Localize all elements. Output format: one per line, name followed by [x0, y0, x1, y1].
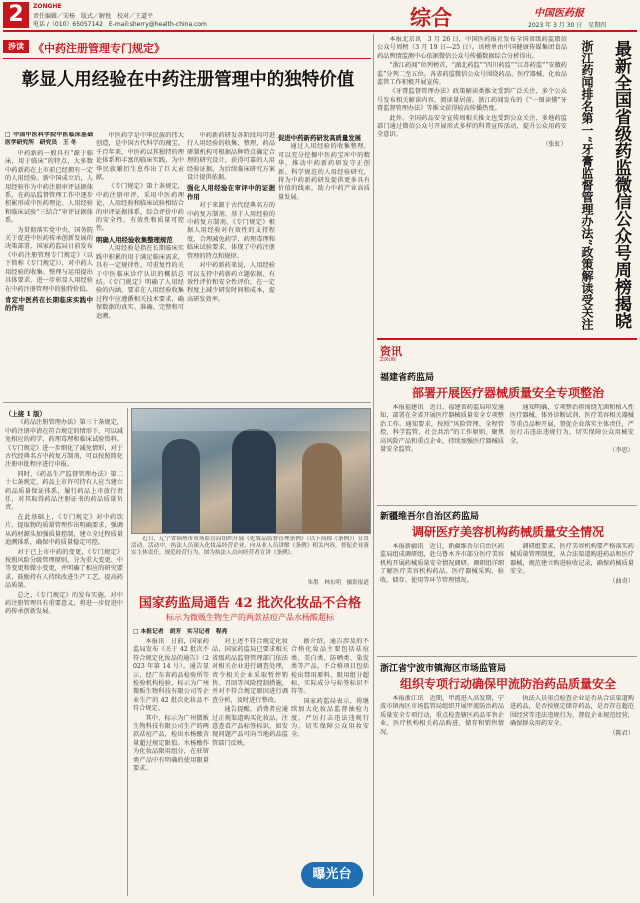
- bottom-para: 据介绍，通告涉及的不合格化妆品主要包括祛痘类、美白类、防晒类、染发类等产品，不合格项目包括检出禁用原料、限用组分超标、实际成分与标签标识不符等。: [291, 638, 369, 696]
- news-item-para: 通知明确，专项整治将围绕无菌和植入性医疗器械、体外诊断试剂、医疗美容相关器械等重点品种开展，督促企业落实主体责任，严厉打击违法违规行为，切实保障公众用械安全。: [510, 404, 634, 445]
- lead-col2-para: 人用经验是指在长期临床实践中积累的用于满足临床需求，具有一定规律性、可重复性的关于中医临床诊疗认识的概括总结。《专门规定》明确了人用经验的内涵，要求在人用经验收集过程中应遵循相关技术要求，确保数据的真实、准确、完整和可追溯。: [96, 245, 184, 320]
- exposure-stamp: 曝光台: [301, 862, 363, 888]
- ranking-para: “浙江药闻”位列榜首，“湖北药监”“四川药监”“江苏药监”“安徽药监”分列二至五位。各省药监微信公众号围绕药品、医疗器械、化妆品监管工作积极开展宣传。: [377, 62, 567, 87]
- brief-para: 对于已上市中药的变更，《专门规定》按照风险分级管理原则，分为重大变更、中等变更和微小变更，并明确了相应的研究要求，鼓励持有人持续改进生产工艺，提高药品质量。: [5, 548, 123, 590]
- news-section-label: 资讯: [380, 345, 402, 358]
- bottom-para: 国家药监局表示，将继续加大化妆品监督抽检力度，严厉打击违法违规行为，切实保障公众用妆安全。: [291, 697, 369, 739]
- ranking-para: 《牙膏监督管理办法》政策解读类推文受到广泛关注，多个公众号发布相关解读内容，阅读量居前。浙江药闻发布的《“一图读懂”牙膏监督管理办法》等推文获得较高传播热度。: [377, 88, 567, 113]
- news-divider: [377, 505, 637, 506]
- section-title: 综合: [410, 5, 452, 30]
- bottom-byline: □ 本报记者 胡芳 实习记者 程亮: [133, 629, 228, 635]
- bottom-para: 本报讯 日前，国家药监局发布《关于 42 批次不符合规定化妆品的通告》（2023 年第 14 号）。通告显示，经广东省药品检验所等检验机构检验，标示为广州微贩生物科技有限公司等企业生产的 42 批次化妆品不符合规定。: [133, 638, 209, 713]
- photo-figure-left: [162, 439, 200, 533]
- ranking-para: 本报北京讯 3 月 26 日，中国医药报社发布全国省级药监微信公众号周榜（3 月 19 日—25 日）。该榜单由中国健康传媒集团食品药品舆情监测中心依据微信公众号传播数据综合分析得出。: [377, 36, 567, 60]
- news-item-body: [380, 404, 634, 502]
- paper-name: 中国医药报: [534, 8, 584, 19]
- page-number: 2: [3, 2, 29, 28]
- news-item-headline: 部署开展医疗器械质量安全专项整治: [411, 386, 604, 400]
- lead-col3-para: 对中药新药来说，人用经验可以支持中药新药立题依据、有效性评价和安全性评价，在一定程度上减少研发时间和成本，提高研发效率。: [187, 262, 275, 303]
- bottom-para: 通告提醒，消费者应通过正规渠道购买化妆品，注意查看产品标签标识，如发现问题产品可向当地药品监管部门反映。: [212, 706, 288, 747]
- lead-col1-para: 为贯彻落实党中央、国务院关于促进中医药传承创新发展的决策部署，国家药监局日前发布《中药注册管理专门规定》（以下简称《专门规定》），对中药人用经验的收集、整理与运用提出具体要求，进一步彰显人用经验在中药注册管理中的独特价值。: [5, 226, 93, 293]
- bottom-para: 其中，标示为广州微贩生物科技有限公司生产的两款祛痘产品，检出水杨酸含量超过规定限值。水杨酸作为化妆品限用组分，在驻留类产品中有明确的使用限量要求。: [133, 714, 209, 773]
- brief-para: 在此基础上，《专门规定》对中药饮片、提取物的质量管理作出明确要求，强调从药材源头加强质量控制，建立全过程质量追溯体系，确保中药质量稳定可控。: [5, 513, 123, 547]
- brief-box: [5, 408, 123, 896]
- photo-shelf: [132, 409, 370, 431]
- bottom-col3: [291, 638, 369, 856]
- news-item-byline: （陈君）: [609, 729, 634, 737]
- lead-col1-para: 中药新药一般具有“源于临床，用于临床”的特点，大多数中药新药在上市前已经拥有一定的人用经验。新中国成立后，人用经验作为中药注册审评证据体系，在药品监督管理工作中逐步积累形成中医药理论、人用经验和临床试验“三结合”审评证据体系。: [5, 150, 93, 225]
- lead-col1-subhead: 肯定中医药在长期临床实践中的作用: [5, 295, 93, 313]
- brief-para: 《药品注册管理办法》第三十条规定，中药注册申请在符合规定的情形下，可以减免相应的药学、药理毒理和临床试验资料。《专门规定》进一步细化了减免情形，对于古代经典名方中药复方制剂，可以按照简化注册审批程序进行申报。: [5, 419, 123, 469]
- brief-lead: （上接 1 版）: [5, 410, 46, 418]
- brief-divider: [127, 408, 128, 896]
- lead-col1b: [96, 132, 184, 398]
- series-tag: 涉读: [3, 40, 29, 53]
- news-item-headline: 组织专项行动确保甲流防治药品质量安全: [399, 677, 616, 691]
- lead-byline: □ 中国中医科学院中医临床基础医学研究所 研究员 王 冬: [5, 132, 93, 146]
- page-latin: ZONGHE: [33, 3, 62, 10]
- news-item-para: 本报福建讯 近日，福建省药监局印发通知，部署在全省开展医疗器械质量安全专项整治工作。通知要求，按照“风险管理、全程管控、科学监管、社会共治”的工作原则，聚焦高风险产品和重点企业，持续加强医疗器械质量安全监管。: [380, 404, 504, 454]
- series-rule: [3, 58, 371, 59]
- news-divider: [377, 656, 637, 657]
- photo-credit: 朱墨 林东明 摄影报道: [307, 580, 369, 586]
- bottom-para: 对上述不符合规定化妆品，国家药监局已要求相关省级药品监督管理部门依法对相关企业进行调查处理，责令相关企业采取暂停销售、召回等风险控制措施，并对不符合规定原因进行调查分析，及时进行整改。: [212, 638, 288, 704]
- lead-col3: [278, 132, 370, 398]
- photo-figure-right: [302, 443, 342, 533]
- news-item-para: 调研组要求，医疗美容机构要严格落实药械质量管理制度，从合法渠道购进药品和医疗器械，规范建立购进验收记录，确保药械质量安全。: [510, 543, 634, 576]
- news-item-body: [380, 543, 634, 653]
- news-photo: [131, 408, 371, 534]
- lead-col3b-para: 通过人用经验的收集整理，可以充分挖掘中医药宝库中的精华，推动中药新药研发守正创新。科学规范的人用经验研究，将为中药新药研发提供更多具有价值的线索，助力中药产业高质量发展。: [278, 143, 370, 201]
- header-rule: [3, 30, 637, 32]
- ranking-subheadline: 浙江药闻排名第一“牙膏监督管理办法”政策解读受关注: [580, 40, 594, 330]
- issue-date: 2023 年 3 月 30 日 星期四: [528, 22, 607, 29]
- lead-col3-para: 对于来源于古代经典名方的中药复方制剂、基于人用经验的中药复方制剂，《专门规定》根据人用经验对有效性的支持程度，合理减免药学、药理毒理和临床试验要求，体现了中药注册管理的特点和规律。: [187, 202, 275, 260]
- lead-col3-subhead: 强化人用经验在审评中的证据作用: [187, 184, 275, 201]
- news-item-region: 浙江省宁波市镇海区市场监管局: [380, 664, 507, 674]
- lead-col1b-para: 中医药学是中华民族的伟大创造，是中国古代科学的瑰宝。千百年来，中医药以其独特的理论体系和丰富的临床实践，为中华民族繁衍生息作出了巨大贡献。: [96, 132, 184, 182]
- news-item-region: 新疆维吾尔自治区药监局: [380, 512, 480, 522]
- news-item-byline: （李思）: [609, 447, 634, 455]
- contact-line: 电话 /（010）65057142 E-mail:sherry@health-china.com: [33, 21, 207, 28]
- ranking-para: 此外，全国药品安全宣传周相关推文也受到公众关注，多地药监部门通过微信公众号开展形式多样的科普宣传活动，提升公众用药安全意识。: [377, 114, 567, 139]
- bottom-subhead: 标示为微贩生物生产的两款祛痘产品水杨酸超标: [166, 613, 334, 622]
- bottom-col2: [212, 638, 288, 896]
- news-section-latin: ZIXUN: [380, 357, 396, 363]
- editor-line: 责任编辑／宋杨 版式／解悦 校对／王道平: [33, 13, 154, 20]
- lead-bottom-rule: [3, 402, 371, 403]
- brief-para: 总之，《专门规定》的发布实施，对中药注册管理具有重要意义，将进一步促进中药传承创新发展。: [5, 591, 123, 616]
- ranking-body: [377, 36, 567, 332]
- bottom-headline: 国家药监局通告 42 批次化妆品不合格: [138, 596, 362, 611]
- news-item-para: 执法人员重点检查企业是否从合法渠道购进药品，是否按规定储存药品，是否存在超范围经营等违法违规行为，督促企业规范经营，确保群众用药安全。: [510, 695, 634, 728]
- ranking-byline: （张虹）: [542, 140, 567, 148]
- lead-col2-subhead: 明确人用经验收集整理规范: [96, 235, 173, 244]
- lead-col1b-para: 《专门规定》第十条规定，中药注册审评，采用中医药理论、人用经验和临床试验相结合的审评证据体系，综合评价中药的安全性、有效性和质量可控性。: [96, 183, 184, 233]
- photo-caption-text: 近日，辽宁省锦州市市场监管局组织开展《化妆品监督管理条例》（以下简称《条例》）宣贯活动。活动中，执法人员深入化妆品经营企业，向从业人员讲解《条例》相关内容，督促企业落实主体责任，规范经营行为。图为执法人员向经营者宣讲《条例》。: [131, 536, 369, 556]
- news-item-headline: 调研医疗美容机构药械质量安全情况: [411, 525, 604, 539]
- news-item-para: 本报浙江讯 近期，甲流进入高发期，宁波市镇海区市场监管局组织开展甲流防治药品质量安全专项行动，重点检查辖区药品零售企业、医疗机构相关药品购进、储存和销售情况。: [380, 695, 504, 736]
- series-title: 《中药注册管理专门规定》: [33, 42, 165, 55]
- news-section-rule: [377, 338, 637, 340]
- lead-headline: 彰显人用经验在中药注册管理中的独特价值: [21, 70, 355, 90]
- news-item-body: [380, 695, 634, 895]
- news-item-byline: （曲奇）: [609, 577, 634, 585]
- ranking-headline: 最新全国省级药监微信公众号周榜揭晓: [611, 40, 631, 329]
- news-item-para: 本报新疆讯 近日，新疆维吾尔自治区药监局组成调研组，赴乌鲁木齐市部分医疗美容机构开展药械质量安全情况调研。调研组详细了解医疗美容机构药品、医疗器械采购、验收、储存、使用等环节管理情况。: [380, 543, 504, 584]
- lead-col1: [5, 150, 93, 398]
- brief-para: 同时，《药品生产监督管理办法》第二十七条规定，药品上市许可持有人应当建立药品质量保证体系，履行药品上市放行责任，对其取得药品注册证书的药品质量负责。: [5, 470, 123, 512]
- photo-figure-center: [232, 429, 276, 533]
- lead-col3b-subhead: 促进中药新药研发高质量发展: [278, 134, 362, 142]
- center-divider: [373, 34, 374, 896]
- bottom-col1: [133, 638, 209, 896]
- lead-col2-para: 中药新药研发各阶段均可进行人用经验的收集、整理，药品研制机构可根据品种特点确定合理的研究设计，获得可靠的人用经验证据，为后续临床研究方案设计提供依据。: [187, 132, 275, 182]
- lead-col2: [187, 132, 275, 398]
- photo-caption: [131, 536, 369, 578]
- news-item-region: 福建省药监局: [380, 373, 435, 383]
